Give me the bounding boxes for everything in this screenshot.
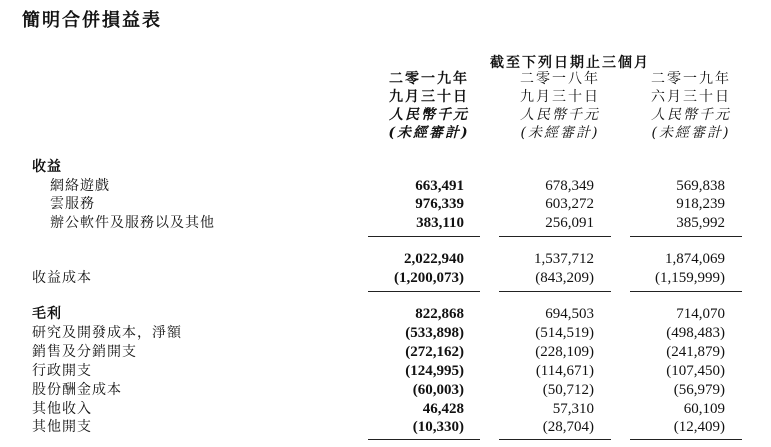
value-q3-2018: 678,349 <box>545 178 594 194</box>
table-row-other-income <box>0 400 771 418</box>
value-q3-2018: (514,519) <box>535 325 594 341</box>
subtotal-rule <box>630 439 742 440</box>
value-q2-2019: 385,992 <box>676 215 725 231</box>
value-q2-2019: 569,838 <box>676 178 725 194</box>
row-label: 網絡遊戲 <box>50 178 110 194</box>
value-q3-2018: 256,091 <box>545 215 594 231</box>
value-q3-2018: 603,272 <box>545 196 594 212</box>
subtotal-rule <box>630 236 742 237</box>
value-q3-2018: (228,109) <box>535 344 594 360</box>
value-q2-2019: 714,070 <box>676 306 725 322</box>
column-header-q3-2018 <box>499 70 621 142</box>
value-q3-2019: (10,330) <box>412 419 464 435</box>
row-label: 其他收入 <box>32 401 92 417</box>
table-row-cloud-services <box>0 195 771 213</box>
column-header-q3-2019 <box>368 70 490 142</box>
table-row-cost-of-revenue <box>0 269 771 287</box>
table-row-office-software <box>0 214 771 232</box>
column-unit: 人民幣千元 <box>389 107 469 123</box>
value-q2-2019: 918,239 <box>676 196 725 212</box>
subtotal-rule <box>368 236 480 237</box>
value-q2-2019: (107,450) <box>666 363 725 379</box>
value-q3-2018: 57,310 <box>552 401 594 417</box>
column-date: 九月三十日 <box>389 89 469 105</box>
value-q2-2019: (1,159,999) <box>655 270 725 286</box>
value-q3-2019: 383,110 <box>416 215 464 231</box>
subtotal-rule <box>499 236 611 237</box>
value-q3-2019: 822,868 <box>415 306 464 322</box>
table-row-gross-profit <box>0 305 771 323</box>
value-q3-2018: 694,503 <box>545 306 594 322</box>
value-q3-2019: 46,428 <box>422 401 464 417</box>
row-label: 辦公軟件及服務以及其他 <box>50 215 215 231</box>
column-year: 二零一九年 <box>389 71 469 87</box>
row-label: 雲服務 <box>50 196 95 212</box>
value-q2-2019: (241,879) <box>666 344 725 360</box>
subtotal-rule <box>499 439 611 440</box>
column-unit: 人民幣千元 <box>651 107 731 123</box>
value-q3-2019: (124,995) <box>405 363 464 379</box>
column-unit: 人民幣千元 <box>520 107 600 123</box>
value-q3-2018: (114,671) <box>535 363 594 379</box>
column-date: 六月三十日 <box>651 89 731 105</box>
value-q3-2018: 1,537,712 <box>534 251 594 267</box>
column-audit-note: (未經審計) <box>520 125 600 141</box>
table-row-share-based-comp <box>0 381 771 399</box>
row-label: 其他開支 <box>32 419 92 435</box>
subtotal-rule <box>368 439 480 440</box>
value-q3-2019: (272,162) <box>405 344 464 360</box>
value-q3-2019: (1,200,073) <box>394 270 464 286</box>
value-q2-2019: (56,979) <box>673 382 725 398</box>
value-q3-2018: (50,712) <box>542 382 594 398</box>
subtotal-rule <box>368 291 480 292</box>
column-year: 二零一九年 <box>651 71 731 87</box>
value-q2-2019: 1,874,069 <box>665 251 725 267</box>
table-row-revenue-total <box>0 250 771 268</box>
value-q3-2019: 2,022,940 <box>404 251 464 267</box>
table-row-revenue-heading <box>0 158 771 176</box>
column-audit-note: (未經審計) <box>651 125 731 141</box>
value-q3-2019: 976,339 <box>415 196 464 212</box>
column-header-q2-2019 <box>630 70 752 142</box>
subtotal-rule <box>630 291 742 292</box>
table-row-selling-expenses <box>0 343 771 361</box>
page-title: 簡明合併損益表 <box>22 10 162 31</box>
table-row-online-games <box>0 177 771 195</box>
column-headers <box>0 70 771 150</box>
row-label: 銷售及分銷開支 <box>32 344 137 360</box>
row-label: 收益成本 <box>32 270 92 286</box>
row-label: 毛利 <box>32 306 62 322</box>
value-q2-2019: (12,409) <box>673 419 725 435</box>
row-label: 股份酬金成本 <box>32 382 122 398</box>
value-q3-2018: (28,704) <box>542 419 594 435</box>
value-q2-2019: 60,109 <box>683 401 725 417</box>
value-q3-2019: 663,491 <box>415 178 464 194</box>
value-q2-2019: (498,483) <box>666 325 725 341</box>
table-row-admin-expenses <box>0 362 771 380</box>
column-audit-note: (未經審計) <box>388 125 470 141</box>
period-header: 截至下列日期止三個月 <box>490 55 650 71</box>
row-label: 研究及開發成本，淨額 <box>32 325 182 341</box>
row-label: 行政開支 <box>32 363 92 379</box>
row-label: 收益 <box>32 159 62 175</box>
value-q3-2018: (843,209) <box>535 270 594 286</box>
value-q3-2019: (60,003) <box>412 382 464 398</box>
table-row-rnd-costs <box>0 324 771 342</box>
table-row-other-expenses <box>0 418 771 436</box>
value-q3-2019: (533,898) <box>405 325 464 341</box>
column-year: 二零一八年 <box>520 71 600 87</box>
column-date: 九月三十日 <box>520 89 600 105</box>
subtotal-rule <box>499 291 611 292</box>
